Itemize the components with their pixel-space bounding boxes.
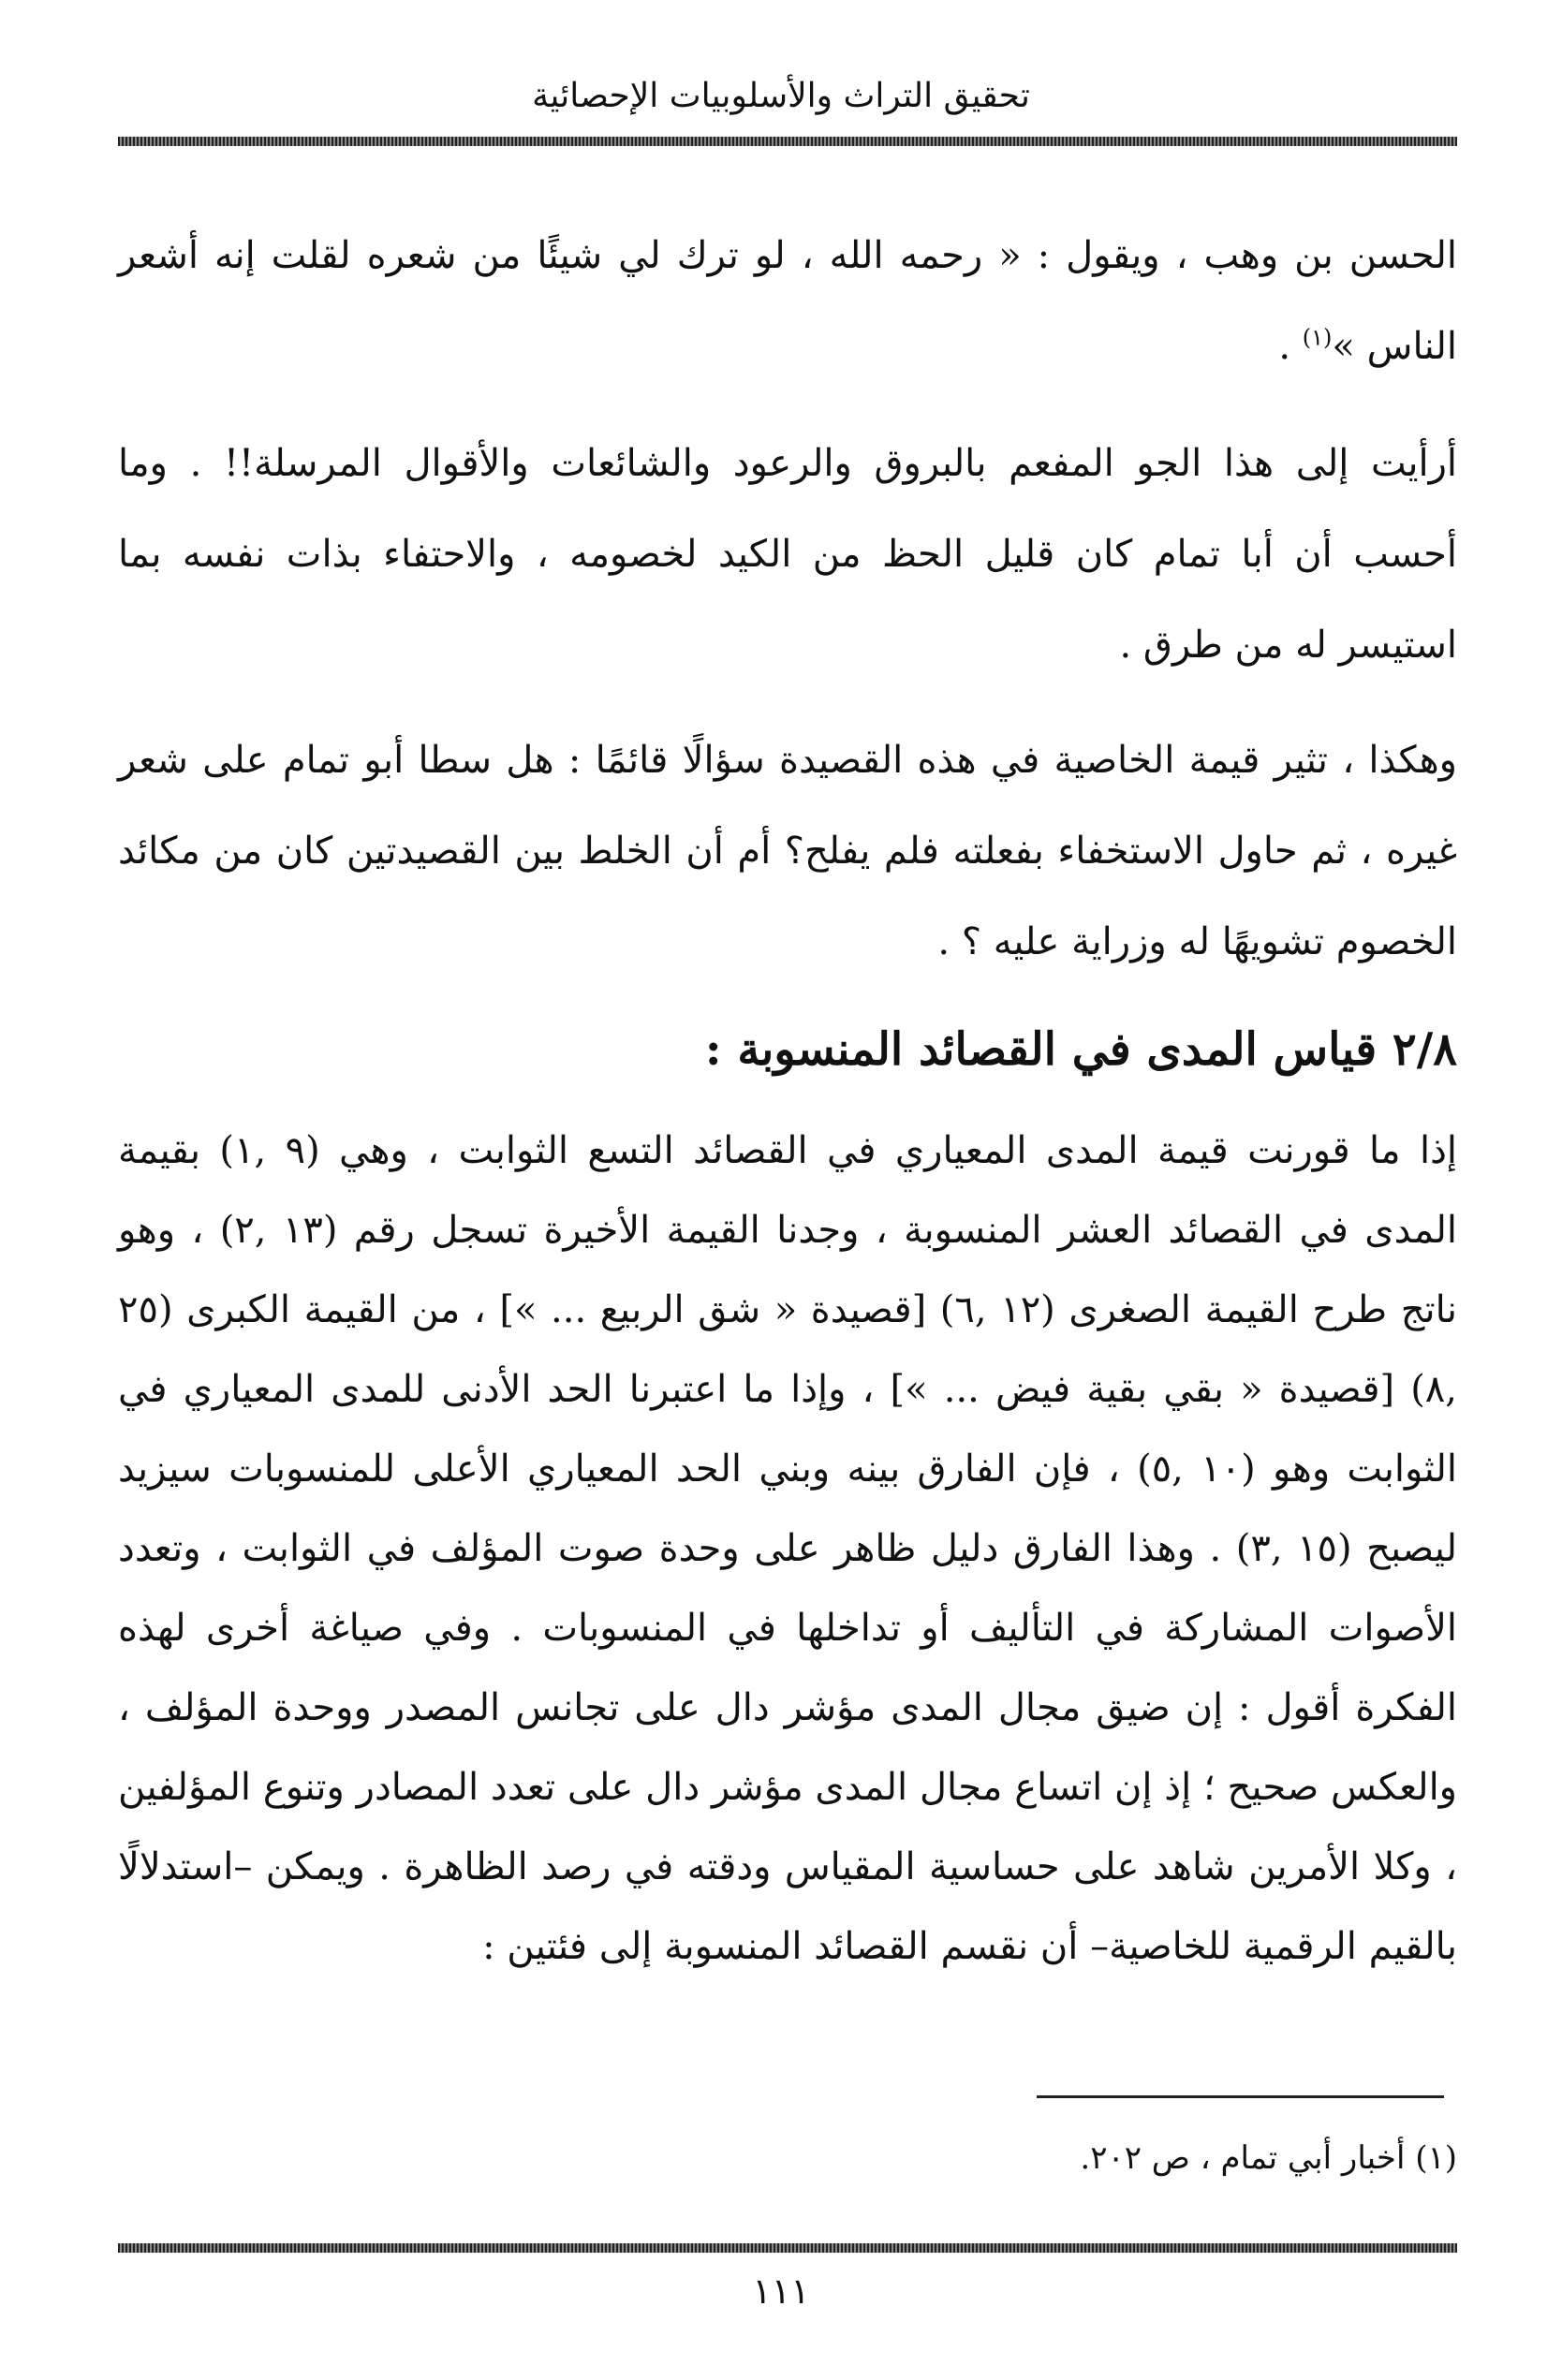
footnote: (١) أخبار أبي تمام ، ص ٢٠٢. bbox=[1080, 2139, 1457, 2177]
body-text bbox=[118, 211, 1457, 1987]
running-head: تحقيق التراث والأسلوبيات الإحصائية bbox=[532, 77, 1030, 115]
paragraph-2: أرأيت إلى هذا الجو المفعم بالبروق والرعود والشائعات والأقوال المرسلة!! . وما أحسب أن أبا تمام كان قليل الحظ من الكيد لخصومه ، والاحتفاء بذات نفسه بما استيسر له من طرق . bbox=[118, 442, 1457, 667]
footnote-rule bbox=[1037, 2095, 1444, 2098]
paragraph-1-end: . bbox=[1278, 325, 1303, 368]
paragraph-1-text: الحسن بن وهب ، ويقول : « رحمه الله ، لو ترك لي شيئًا من شعره لقلت إنه أشعر الناس » bbox=[118, 234, 1457, 368]
paragraph-4: إذا ما قورنت قيمة المدى المعياري في القصائد التسع الثوابت ، وهي (٩ ,١) بقيمة المدى في القصائد العشر المنسوبة ، وجدنا القيمة الأخيرة تسجل رقم (١٣ ,٢) ، وهو ناتج طرح القيمة الصغرى (١٢ ,٦) [قصيدة « شق الربيع ... »] ، من القيمة الكبرى (٢٥ ,٨) [قصيدة « بقي بقية فيض ... »] ، وإذا ما اعتبرنا الحد الأدنى للمدى المعياري في الثوابت وهو (١٠ ,٥) ، فإن الفارق بينه وبني الحد المعياري الأعلى للمنسوبات سيزيد ليصبح (١٥ ,٣) . وهذا الفارق دليل ظاهر على وحدة صوت المؤلف في الثوابت ، وتعدد الأصوات المشاركة في التأليف أو تداخلها في المنسوبات . وفي صياغة أخرى لهذه الفكرة أقول : إن ضيق مجال المدى مؤشر دال على تجانس المصدر ووحدة المؤلف ، والعكس صحيح ؛ إذ إن اتساع مجال المدى مؤشر دال على تعدد المصادر وتنوع المؤلفين ، وكلا الأمرين شاهد على حساسية المقياس ودقته في رصد الظاهرة . ويمكن –استدلالًا بالقيم الرقمية للخاصية– أن نقسم القصائد المنسوبة إلى فئتين : bbox=[118, 1129, 1458, 1968]
paragraph-1 bbox=[118, 211, 1457, 392]
section-heading: ٢/٨ قياس المدى في القصائد المنسوبة : bbox=[704, 1023, 1457, 1076]
page-number: ١١١ bbox=[752, 2270, 810, 2312]
paragraph-3: وهكذا ، تثير قيمة الخاصية في هذه القصيدة سؤالًا قائمًا : هل سطا أبو تمام على شعر غيره ، ثم حاول الاستخفاء بفعلته فلم يفلح؟ أم أن الخلط بين القصيدتين كان من مكائد الخصوم تشويهًا له وزراية عليه ؟ . bbox=[118, 739, 1457, 963]
bottom-rule bbox=[118, 2243, 1457, 2253]
footnote-marker: (١) bbox=[1302, 324, 1333, 351]
top-rule bbox=[118, 137, 1457, 146]
